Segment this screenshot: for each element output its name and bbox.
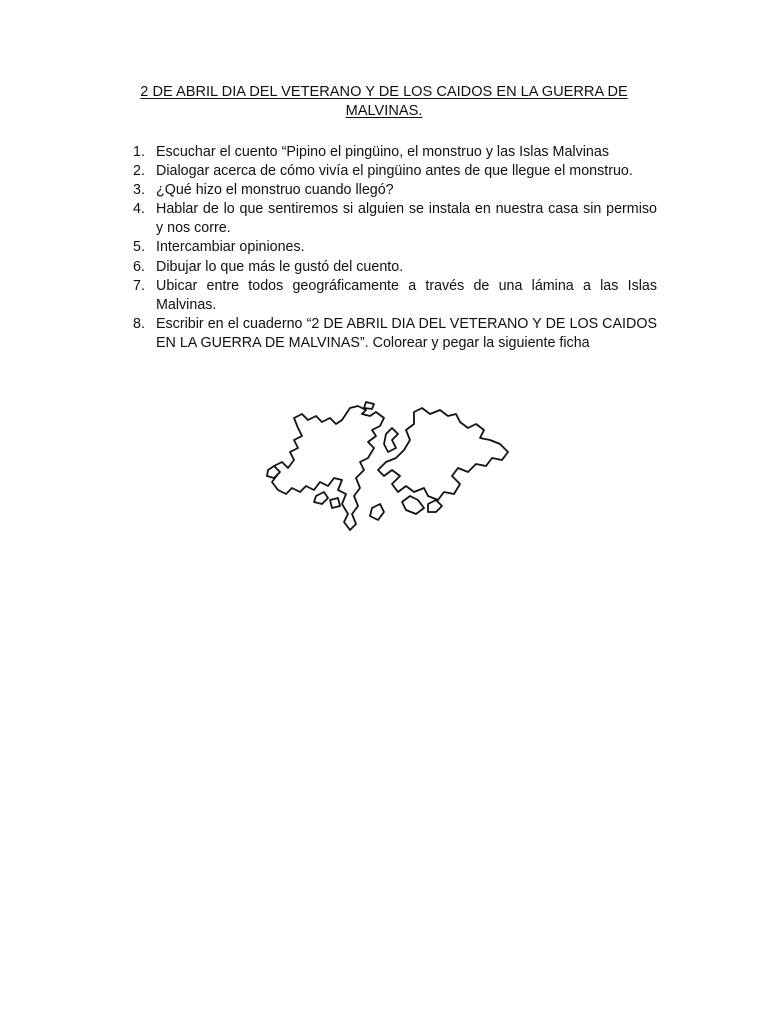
islet-outline — [428, 500, 442, 512]
malvinas-map-icon — [264, 400, 514, 538]
west-island-outline — [272, 406, 384, 530]
list-item-number: 8. — [133, 315, 145, 332]
list-item-text: Escribir en el cuaderno “2 DE ABRIL DIA DEL VETERANO Y DE LOS CAIDOS EN LA GUERRA DE MALVINAS”. Colorear y pegar la siguiente ficha — [156, 315, 657, 351]
list-item — [122, 143, 657, 162]
islet-outline — [314, 492, 328, 504]
list-item — [122, 277, 657, 315]
list-item — [122, 181, 657, 200]
list-item — [122, 238, 657, 257]
islet-outline — [364, 402, 374, 409]
malvinas-outline-drawing — [264, 400, 514, 538]
islet-outline — [402, 496, 424, 514]
activity-list — [122, 143, 657, 353]
islet-outline — [384, 428, 398, 452]
list-item-text: ¿Qué hizo el monstruo cuando llegó? — [156, 182, 394, 199]
list-item-number: 1. — [133, 144, 145, 160]
list-item-text: Ubicar entre todos geográficamente a través de una lámina a las Islas Malvinas. — [156, 277, 657, 313]
islet-outline — [330, 498, 340, 508]
list-item-text: Intercambiar opiniones. — [156, 239, 305, 256]
east-island-outline — [378, 408, 508, 500]
list-item — [122, 315, 657, 353]
list-item-text: Hablar de lo que sentiremos si alguien se instala en nuestra casa sin permiso y nos corre. — [156, 201, 657, 237]
list-item-text: Dibujar lo que más le gustó del cuento. — [156, 258, 404, 275]
list-item-number: 6. — [133, 258, 145, 275]
list-item — [122, 200, 657, 238]
list-item-number: 4. — [133, 201, 145, 218]
list-item — [122, 162, 657, 181]
list-item-number: 3. — [133, 182, 145, 199]
list-item-text: Dialogar acerca de cómo vivía el pingüino antes de que llegue el monstruo. — [156, 163, 633, 180]
list-item-text: Escuchar el cuento “Pipino el pingüino, el monstruo y las Islas Malvinas — [156, 144, 609, 160]
islet-outline — [370, 504, 384, 520]
page-title: 2 DE ABRIL DIA DEL VETERANO Y DE LOS CAIDOS EN LA GUERRA DE MALVINAS. — [140, 84, 628, 119]
list-item-number: 7. — [133, 277, 145, 294]
list-item-number: 2. — [133, 163, 145, 180]
list-item — [122, 258, 657, 277]
list-item-number: 5. — [133, 239, 145, 256]
